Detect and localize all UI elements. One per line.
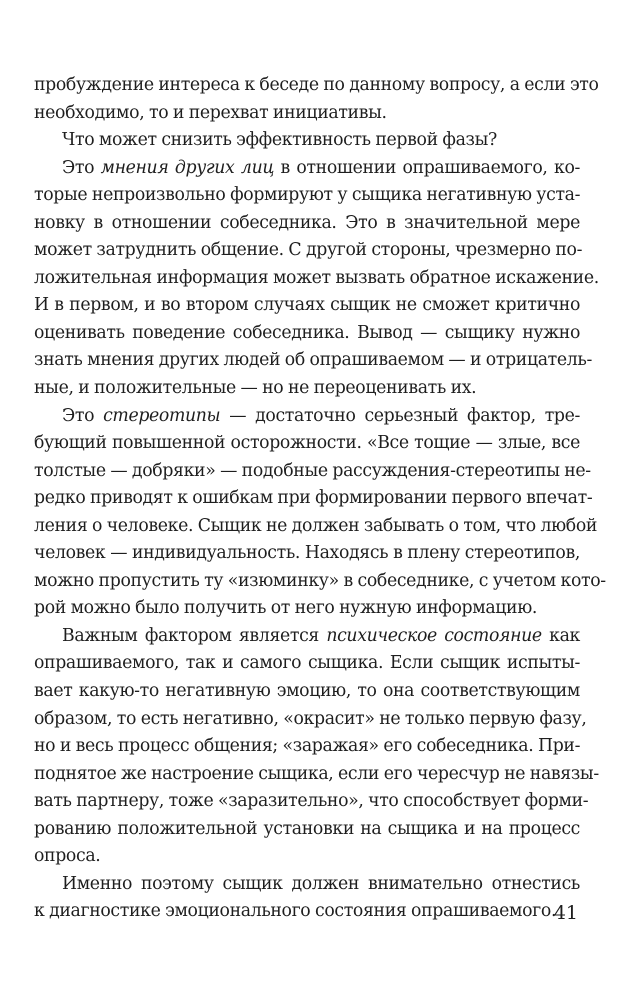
text-line <box>34 650 580 678</box>
text-line <box>34 623 580 651</box>
text-line <box>34 265 599 293</box>
text-line <box>34 540 580 568</box>
text-segment: ложительная информация может вызвать обратное искажение. <box>34 267 599 288</box>
text-line <box>34 871 580 899</box>
paragraph <box>34 623 599 871</box>
text-line <box>34 458 591 486</box>
text-line <box>34 733 580 761</box>
italic-term: психическое состояние <box>326 625 542 646</box>
text-segment: рованию положительной установки на сыщика и на процесс <box>34 818 580 839</box>
text-line <box>34 320 580 348</box>
text-segment: необходимо, то и перехват инициативы. <box>34 102 387 123</box>
text-segment: новку в отношении собеседника. Это в значительной мере <box>34 212 580 233</box>
text-line <box>34 485 593 513</box>
text-line <box>34 898 580 926</box>
text-segment: к диагностике эмоционального состояния опрашиваемого. <box>34 901 557 922</box>
text-segment: пробуждение интереса к беседе по данному вопросу, а если это <box>34 75 599 95</box>
text-segment: Именно поэтому сыщик должен внимательно отнестись <box>62 873 580 894</box>
text-segment: поднятое же настроение сыщика, если его чересчур не навязы- <box>34 763 599 784</box>
text-line <box>34 678 580 706</box>
text-line <box>34 72 599 100</box>
text-segment: образом, то есть негативно, «окрасит» не только первую фазу, <box>34 708 587 729</box>
paragraph <box>34 871 580 926</box>
text-line <box>34 843 580 871</box>
text-segment: И в первом, и во втором случаях сыщик не сможет критично <box>34 295 580 316</box>
text-line <box>34 182 580 210</box>
text-line <box>34 816 580 844</box>
text-line <box>34 430 580 458</box>
text-segment: Важным фактором является <box>62 625 327 646</box>
text-line <box>34 292 580 320</box>
text-line <box>34 375 580 403</box>
italic-term: стереотипы <box>103 405 221 426</box>
text-segment: можно пропустить ту «изюминку» в собеседнике, с учетом кото- <box>34 570 606 591</box>
text-line <box>34 788 589 816</box>
page-body <box>34 72 606 926</box>
text-line <box>34 347 592 375</box>
text-segment: вать партнеру, тоже «заразительно», что способствует форми- <box>34 791 589 812</box>
text-segment: рой можно было получить от него нужную информацию. <box>34 598 538 619</box>
text-segment: толстые — добряки» — подобные рассуждения-стереотипы не- <box>34 460 591 481</box>
paragraph <box>34 155 599 403</box>
paragraph <box>34 127 580 155</box>
text-segment: может затруднить общение. С другой стороны, чрезмерно по- <box>34 240 583 261</box>
page-number: 41 <box>553 902 578 924</box>
text-segment: но и весь процесс общения; «заражая» его собеседника. При- <box>34 736 581 757</box>
text-line <box>34 127 580 155</box>
text-segment: Это <box>62 157 101 178</box>
text-segment: человек — индивидуальность. Находясь в плену стереотипов, <box>34 543 580 564</box>
text-segment: вает какую-то негативную эмоцию, то она соответствующим <box>34 681 580 702</box>
text-line <box>34 100 580 128</box>
text-line <box>34 761 599 789</box>
text-segment: ные, и положительные — но не переоценивать их. <box>34 378 477 399</box>
text-segment: Это <box>62 405 104 426</box>
text-segment: знать мнения других людей об опрашиваемом — и отрицатель- <box>34 350 592 371</box>
text-segment: опрашиваемого, так и самого сыщика. Если сыщик испыты- <box>34 653 580 674</box>
italic-term: мнения других лиц <box>100 157 275 178</box>
paragraph <box>34 403 606 623</box>
text-segment: в отношении опрашиваемого, ко- <box>274 157 580 178</box>
text-segment: торые непроизвольно формируют у сыщика негативную уста- <box>34 185 581 206</box>
text-segment: Что может снизить эффективность первой фазы? <box>62 130 497 151</box>
text-segment: ления о человеке. Сыщик не должен забывать о том, что любой <box>34 515 598 536</box>
text-line <box>34 155 580 183</box>
text-line <box>34 595 580 623</box>
text-segment: опроса. <box>34 846 101 867</box>
text-line <box>34 403 580 431</box>
text-line <box>34 210 580 238</box>
text-line <box>34 237 583 265</box>
paragraph <box>34 72 599 127</box>
text-line <box>34 568 606 596</box>
text-line <box>34 706 587 734</box>
text-segment: редко приводят к ошибкам при формировании первого впечат- <box>34 488 593 509</box>
text-segment: как <box>541 625 581 646</box>
text-segment: бующий повышенной осторожности. «Все тощие — злые, все <box>34 433 580 454</box>
text-line <box>34 513 598 541</box>
text-segment: — достаточно серьезный фактор, тре- <box>220 405 580 426</box>
text-segment: оценивать поведение собеседника. Вывод — сыщику нужно <box>34 322 580 343</box>
